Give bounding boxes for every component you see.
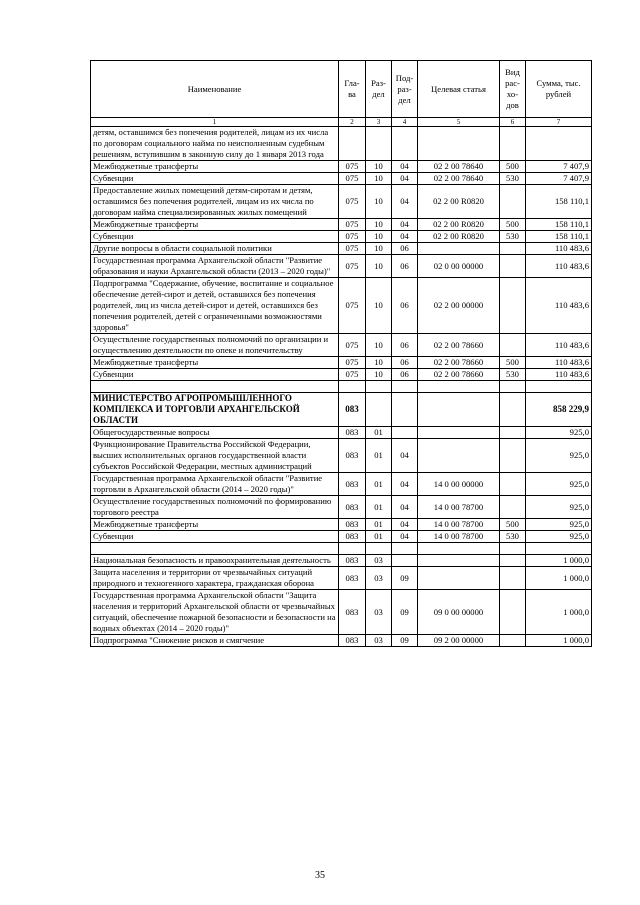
cell-vid: 530 xyxy=(500,531,526,543)
cell-article xyxy=(418,543,500,555)
cell-sum xyxy=(526,127,592,161)
cell-razdel xyxy=(366,543,392,555)
budget-sheet xyxy=(90,60,591,647)
column-number: 6 xyxy=(500,118,526,127)
cell-razdel: 01 xyxy=(366,531,392,543)
cell-article: 14 0 00 78700 xyxy=(418,531,500,543)
cell-podrazdel: 04 xyxy=(392,519,418,531)
spacer-row xyxy=(91,381,592,393)
cell-podrazdel xyxy=(392,543,418,555)
budget-table xyxy=(90,60,592,647)
cell-article: 02 2 00 R0820 xyxy=(418,219,500,231)
cell-razdel: 03 xyxy=(366,635,392,647)
cell-glava: 083 xyxy=(339,496,366,519)
cell-glava: 075 xyxy=(339,369,366,381)
cell-vid xyxy=(500,555,526,567)
table-row xyxy=(91,161,592,173)
page-number: 35 xyxy=(315,870,325,881)
cell-vid xyxy=(500,127,526,161)
cell-article xyxy=(418,381,500,393)
cell-name: детям, оставшимся без попечения родителей, лицам из их числа по договорам социального найма по неисполненным судебным решениям, вступившим в законную силу до 1 января 2013 года xyxy=(91,127,339,161)
cell-razdel: 03 xyxy=(366,567,392,590)
cell-glava: 083 xyxy=(339,427,366,439)
cell-sum: 858 229,9 xyxy=(526,393,592,427)
cell-sum: 110 483,6 xyxy=(526,334,592,357)
cell-sum: 925,0 xyxy=(526,473,592,496)
cell-razdel: 10 xyxy=(366,357,392,369)
header-row xyxy=(91,61,592,118)
table-row xyxy=(91,243,592,255)
cell-sum: 1 000,0 xyxy=(526,635,592,647)
cell-podrazdel: 04 xyxy=(392,185,418,219)
cell-sum: 110 483,6 xyxy=(526,278,592,334)
cell-podrazdel xyxy=(392,127,418,161)
cell-name: Субвенции xyxy=(91,531,339,543)
cell-vid xyxy=(500,543,526,555)
cell-vid xyxy=(500,427,526,439)
cell-sum: 925,0 xyxy=(526,496,592,519)
cell-podrazdel: 06 xyxy=(392,255,418,278)
table-row xyxy=(91,357,592,369)
table-row xyxy=(91,369,592,381)
cell-razdel: 10 xyxy=(366,219,392,231)
cell-sum: 7 407,9 xyxy=(526,161,592,173)
cell-podrazdel xyxy=(392,393,418,427)
cell-sum: 158 110,1 xyxy=(526,231,592,243)
cell-podrazdel: 09 xyxy=(392,590,418,635)
cell-sum: 925,0 xyxy=(526,519,592,531)
column-number: 1 xyxy=(91,118,339,127)
table-row xyxy=(91,231,592,243)
cell-razdel: 10 xyxy=(366,231,392,243)
cell-podrazdel: 04 xyxy=(392,473,418,496)
cell-razdel xyxy=(366,393,392,427)
cell-glava: 075 xyxy=(339,161,366,173)
table-row xyxy=(91,127,592,161)
cell-name: Государственная программа Архангельской области "Развитие образования и науки Архангельской области (2013 – 2020 годы)" xyxy=(91,255,339,278)
table-row xyxy=(91,255,592,278)
table-row xyxy=(91,219,592,231)
header-glava: Гла-ва xyxy=(339,61,366,118)
cell-article: 02 2 00 78660 xyxy=(418,369,500,381)
cell-name: Государственная программа Архангельской области "Развитие торговли в Архангельской области (2014 – 2020 годы)" xyxy=(91,473,339,496)
column-number: 3 xyxy=(366,118,392,127)
column-number: 2 xyxy=(339,118,366,127)
table-row xyxy=(91,473,592,496)
cell-vid xyxy=(500,278,526,334)
table-row xyxy=(91,173,592,185)
cell-sum: 1 000,0 xyxy=(526,567,592,590)
cell-name: Осуществление государственных полномочий по организации и осуществлению деятельности по опеке и попечительству xyxy=(91,334,339,357)
cell-article: 02 2 00 78660 xyxy=(418,357,500,369)
cell-vid: 500 xyxy=(500,219,526,231)
cell-glava: 083 xyxy=(339,519,366,531)
header-name: Наименование xyxy=(91,61,339,118)
cell-article: 02 2 00 78660 xyxy=(418,334,500,357)
cell-glava: 083 xyxy=(339,531,366,543)
table-row xyxy=(91,635,592,647)
cell-podrazdel: 06 xyxy=(392,334,418,357)
cell-podrazdel: 04 xyxy=(392,161,418,173)
cell-podrazdel: 06 xyxy=(392,243,418,255)
cell-sum: 925,0 xyxy=(526,439,592,473)
cell-razdel: 10 xyxy=(366,161,392,173)
cell-article: 02 2 00 R0820 xyxy=(418,231,500,243)
cell-vid xyxy=(500,473,526,496)
cell-name: Национальная безопасность и правоохранительная деятельность xyxy=(91,555,339,567)
cell-sum: 110 483,6 xyxy=(526,255,592,278)
cell-razdel xyxy=(366,381,392,393)
ministry-row xyxy=(91,393,592,427)
cell-podrazdel: 09 xyxy=(392,567,418,590)
cell-sum: 1 000,0 xyxy=(526,555,592,567)
table-row xyxy=(91,567,592,590)
cell-vid: 500 xyxy=(500,357,526,369)
cell-vid xyxy=(500,590,526,635)
cell-vid xyxy=(500,185,526,219)
cell-podrazdel: 04 xyxy=(392,219,418,231)
cell-podrazdel: 09 xyxy=(392,635,418,647)
cell-podrazdel xyxy=(392,427,418,439)
column-number-row xyxy=(91,118,592,127)
cell-podrazdel xyxy=(392,555,418,567)
cell-sum: 110 483,6 xyxy=(526,243,592,255)
column-number: 5 xyxy=(418,118,500,127)
header-sum: Сумма, тыс. рублей xyxy=(526,61,592,118)
cell-glava: 075 xyxy=(339,255,366,278)
cell-glava: 083 xyxy=(339,439,366,473)
cell-article xyxy=(418,439,500,473)
cell-razdel: 03 xyxy=(366,555,392,567)
cell-name: Предоставление жилых помещений детям-сиротам и детям, оставшимся без попечения родителей, лицам из их числа по договорам найма специализированных жилых помещений xyxy=(91,185,339,219)
cell-article xyxy=(418,127,500,161)
cell-razdel: 10 xyxy=(366,278,392,334)
cell-vid xyxy=(500,243,526,255)
cell-article: 02 2 00 00000 xyxy=(418,278,500,334)
spacer-row xyxy=(91,543,592,555)
cell-vid: 500 xyxy=(500,161,526,173)
cell-razdel: 10 xyxy=(366,173,392,185)
cell-sum: 158 110,1 xyxy=(526,185,592,219)
cell-vid: 530 xyxy=(500,173,526,185)
cell-name: Государственная программа Архангельской области "Защита населения и территорий Архангельской области от чрезвычайных ситуаций, обеспечение пожарной безопасности и безопасности на водных объектах (2014 – 2020 годы)" xyxy=(91,590,339,635)
cell-razdel: 10 xyxy=(366,369,392,381)
cell-podrazdel: 06 xyxy=(392,278,418,334)
cell-article: 14 0 00 78700 xyxy=(418,519,500,531)
cell-article: 09 2 00 00000 xyxy=(418,635,500,647)
cell-sum: 925,0 xyxy=(526,531,592,543)
cell-glava xyxy=(339,127,366,161)
cell-name: Защита населения и территории от чрезвычайных ситуаций природного и техногенного характера, гражданская оборона xyxy=(91,567,339,590)
cell-sum xyxy=(526,543,592,555)
cell-name: Субвенции xyxy=(91,231,339,243)
cell-glava: 075 xyxy=(339,231,366,243)
cell-glava: 083 xyxy=(339,555,366,567)
cell-glava: 075 xyxy=(339,185,366,219)
cell-podrazdel: 04 xyxy=(392,173,418,185)
table-row xyxy=(91,278,592,334)
table-body xyxy=(91,127,592,647)
cell-article xyxy=(418,555,500,567)
cell-glava: 075 xyxy=(339,357,366,369)
table-row xyxy=(91,334,592,357)
cell-sum: 158 110,1 xyxy=(526,219,592,231)
cell-vid xyxy=(500,496,526,519)
cell-vid: 530 xyxy=(500,231,526,243)
cell-razdel: 10 xyxy=(366,255,392,278)
table-row xyxy=(91,519,592,531)
cell-article xyxy=(418,427,500,439)
cell-vid xyxy=(500,567,526,590)
cell-podrazdel: 06 xyxy=(392,369,418,381)
cell-vid: 500 xyxy=(500,519,526,531)
cell-article: 02 2 00 78640 xyxy=(418,173,500,185)
cell-razdel: 10 xyxy=(366,243,392,255)
cell-vid xyxy=(500,255,526,278)
cell-article xyxy=(418,567,500,590)
cell-name: Функционирование Правительства Российской Федерации, высших исполнительных органов государственной власти субъектов Российской Федерации, местных администраций xyxy=(91,439,339,473)
column-number: 4 xyxy=(392,118,418,127)
cell-razdel: 10 xyxy=(366,185,392,219)
cell-article: 14 0 00 78700 xyxy=(418,496,500,519)
cell-glava xyxy=(339,543,366,555)
table-row xyxy=(91,427,592,439)
cell-name: Другие вопросы в области социальной политики xyxy=(91,243,339,255)
header-razdel: Раз-дел xyxy=(366,61,392,118)
header-article: Целевая статья xyxy=(418,61,500,118)
cell-podrazdel: 04 xyxy=(392,231,418,243)
cell-glava: 075 xyxy=(339,243,366,255)
cell-article: 09 0 00 00000 xyxy=(418,590,500,635)
cell-sum: 1 000,0 xyxy=(526,590,592,635)
cell-razdel: 01 xyxy=(366,519,392,531)
cell-name: Осуществление государственных полномочий по формированию торгового реестра xyxy=(91,496,339,519)
header-vid: Вид рас-хо-дов xyxy=(500,61,526,118)
cell-podrazdel xyxy=(392,381,418,393)
table-row xyxy=(91,555,592,567)
cell-glava: 083 xyxy=(339,393,366,427)
cell-name: МИНИСТЕРСТВО АГРОПРОМЫШЛЕННОГО КОМПЛЕКСА И ТОРГОВЛИ АРХАНГЕЛЬСКОЙ ОБЛАСТИ xyxy=(91,393,339,427)
cell-name: Межбюджетные трансферты xyxy=(91,219,339,231)
cell-sum: 7 407,9 xyxy=(526,173,592,185)
cell-article: 02 2 00 R0820 xyxy=(418,185,500,219)
cell-vid xyxy=(500,393,526,427)
table-row xyxy=(91,185,592,219)
cell-sum: 110 483,6 xyxy=(526,357,592,369)
cell-glava: 075 xyxy=(339,219,366,231)
cell-razdel: 01 xyxy=(366,473,392,496)
cell-name xyxy=(91,543,339,555)
cell-sum: 925,0 xyxy=(526,427,592,439)
cell-sum xyxy=(526,381,592,393)
cell-glava: 075 xyxy=(339,334,366,357)
cell-name: Межбюджетные трансферты xyxy=(91,357,339,369)
table-row xyxy=(91,531,592,543)
cell-name: Общегосударственные вопросы xyxy=(91,427,339,439)
cell-razdel: 01 xyxy=(366,496,392,519)
cell-podrazdel: 04 xyxy=(392,439,418,473)
cell-sum: 110 483,6 xyxy=(526,369,592,381)
cell-name: Подпрограмма "Снижение рисков и смягчение xyxy=(91,635,339,647)
cell-razdel: 01 xyxy=(366,427,392,439)
cell-glava: 083 xyxy=(339,567,366,590)
cell-vid xyxy=(500,381,526,393)
cell-vid xyxy=(500,334,526,357)
cell-vid: 530 xyxy=(500,369,526,381)
table-row xyxy=(91,496,592,519)
cell-article: 02 2 00 78640 xyxy=(418,161,500,173)
cell-glava: 075 xyxy=(339,278,366,334)
cell-podrazdel: 04 xyxy=(392,531,418,543)
header-podrazdel: Под-раз-дел xyxy=(392,61,418,118)
column-number: 7 xyxy=(526,118,592,127)
cell-article: 02 0 00 00000 xyxy=(418,255,500,278)
cell-vid xyxy=(500,439,526,473)
cell-article: 14 0 00 00000 xyxy=(418,473,500,496)
cell-name: Межбюджетные трансферты xyxy=(91,161,339,173)
cell-razdel: 01 xyxy=(366,439,392,473)
cell-name xyxy=(91,381,339,393)
cell-name: Межбюджетные трансферты xyxy=(91,519,339,531)
cell-article xyxy=(418,243,500,255)
cell-podrazdel: 06 xyxy=(392,357,418,369)
cell-razdel: 10 xyxy=(366,334,392,357)
cell-razdel: 03 xyxy=(366,590,392,635)
cell-glava xyxy=(339,381,366,393)
cell-name: Субвенции xyxy=(91,173,339,185)
cell-glava: 083 xyxy=(339,635,366,647)
cell-article xyxy=(418,393,500,427)
cell-podrazdel: 04 xyxy=(392,496,418,519)
table-row xyxy=(91,590,592,635)
cell-glava: 083 xyxy=(339,473,366,496)
cell-name: Подпрограмма "Содержание, обучение, воспитание и социальное обеспечение детей-сирот и детей, оставшихся без попечения родителей, лиц из числа детей-сирот и детей, оставшихся без попечения родителей, детей с ограниченными возможностями здоровья" xyxy=(91,278,339,334)
cell-razdel xyxy=(366,127,392,161)
cell-glava: 075 xyxy=(339,173,366,185)
cell-vid xyxy=(500,635,526,647)
cell-glava: 083 xyxy=(339,590,366,635)
cell-name: Субвенции xyxy=(91,369,339,381)
table-row xyxy=(91,439,592,473)
